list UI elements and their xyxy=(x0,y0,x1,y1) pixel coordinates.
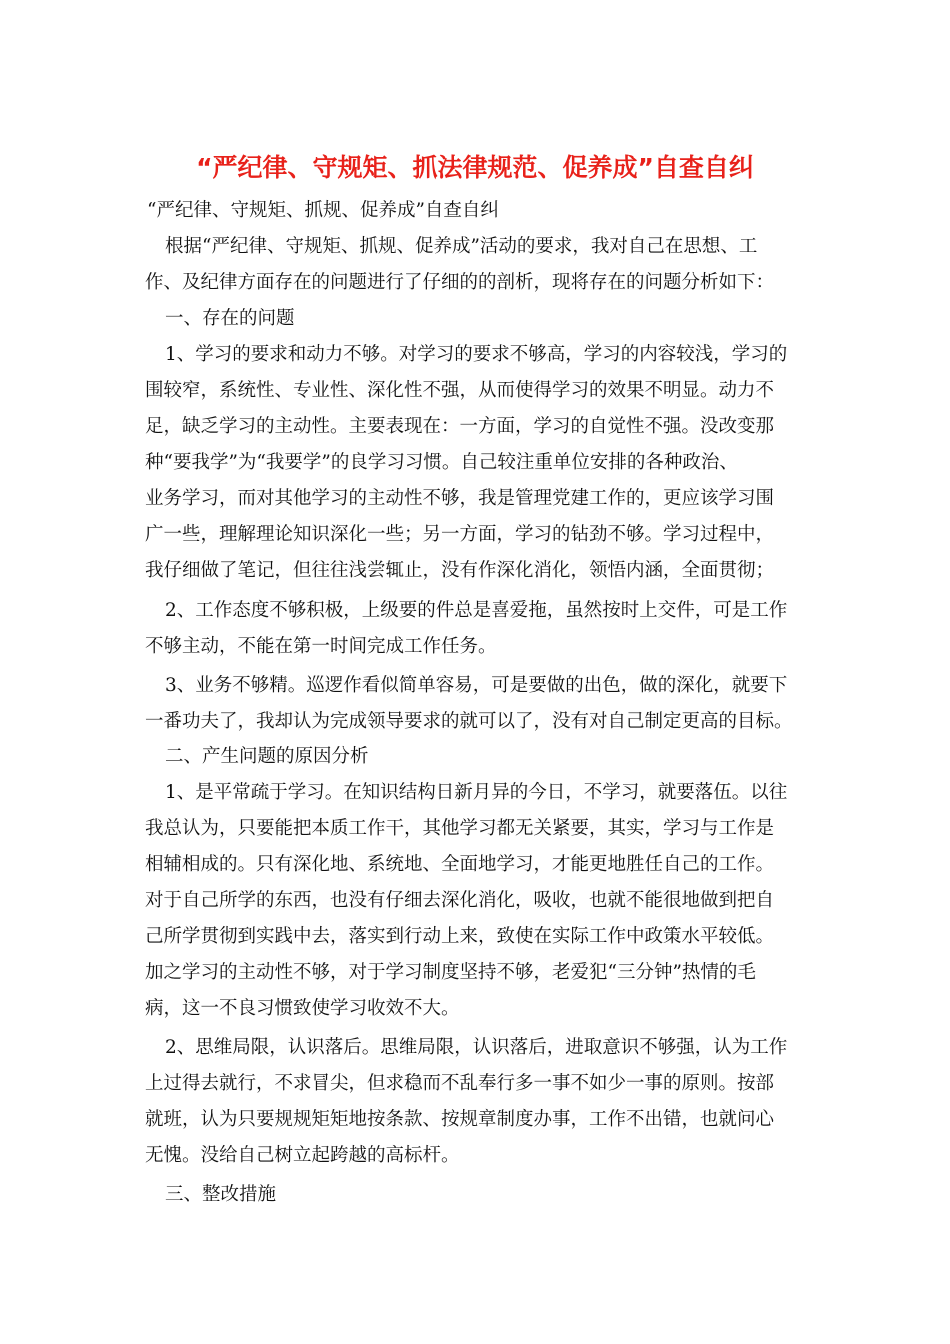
paragraph-line: 足，缺乏学习的主动性。主要表现在：一方面，学习的自觉性不强。没改变那 xyxy=(145,416,775,437)
paragraph-line: 种“要我学”为“我要学”的良学习习惯。自己较注重单位安排的各种政治、 xyxy=(145,452,738,473)
paragraph-line: 业务学习，而对其他学习的主动性不够，我是管理党建工作的，更应该学习围 xyxy=(145,488,775,509)
section-heading-causes: 二、产生问题的原因分析 xyxy=(165,746,369,767)
paragraph-line: 加之学习的主动性不够，对于学习制度坚持不够，老爱犯“三分钟”热情的毛 xyxy=(145,962,756,983)
paragraph-line: 广一些，理解理论知识深化一些；另一方面，学习的钻劲不够。学习过程中， xyxy=(145,524,775,545)
paragraph-line: 一番功夫了，我却认为完成领导要求的就可以了，没有对自己制定更高的目标。 xyxy=(145,711,793,732)
paragraph-line: 我总认为，只要能把本质工作干，其他学习都无关紧要，其实，学习与工作是 xyxy=(145,818,775,839)
subtitle-line: “严纪律、守规矩、抓规、促养成”自查自纠 xyxy=(147,200,499,221)
paragraph-line: 就班，认为只要规规矩矩地按条款、按规章制度办事，工作不出错，也就问心 xyxy=(145,1109,775,1130)
paragraph-line: 1、是平常疏于学习。在知识结构日新月异的今日，不学习，就要落伍。以往 xyxy=(165,782,788,803)
paragraph-line: 1、学习的要求和动力不够。对学习的要求不够高，学习的内容较浅，学习的 xyxy=(165,344,788,365)
section-heading-problems: 一、存在的问题 xyxy=(165,308,295,329)
paragraph-line: 3、业务不够精。巡逻作看似简单容易，可是要做的出色，做的深化，就要下 xyxy=(165,675,788,696)
paragraph-line: 2、思维局限，认识落后。思维局限，认识落后，进取意识不够强，认为工作 xyxy=(165,1037,788,1058)
paragraph-line: 己所学贯彻到实践中去，落实到行动上来，致使在实际工作中政策水平较低。 xyxy=(145,926,775,947)
paragraph-line: 病，这一不良习惯致使学习收效不大。 xyxy=(145,998,460,1019)
paragraph-line: 上过得去就行，不求冒尖，但求稳而不乱奉行多一事不如少一事的原则。按部 xyxy=(145,1073,775,1094)
paragraph-line: 2、工作态度不够积极，上级要的件总是喜爱拖，虽然按时上交件，可是工作 xyxy=(165,600,788,621)
paragraph-line: 作、及纪律方面存在的问题进行了仔细的的剖析，现将存在的问题分析如下： xyxy=(145,272,775,293)
paragraph-line: 无愧。没给自己树立起跨越的高标杆。 xyxy=(145,1145,460,1166)
paragraph-line: 我仔细做了笔记，但往往浅尝辄止，没有作深化消化，领悟内涵，全面贯彻； xyxy=(145,560,775,581)
paragraph-line: 不够主动，不能在第一时间完成工作任务。 xyxy=(145,636,497,657)
document-title: “严纪律、守规矩、抓法律规范、促养成”自查自纠 xyxy=(196,153,754,182)
paragraph-line: 根据“严纪律、守规矩、抓规、促养成”活动的要求，我对自己在思想、工 xyxy=(165,236,758,257)
paragraph-line: 相辅相成的。只有深化地、系统地、全面地学习，才能更地胜任自己的工作。 xyxy=(145,854,775,875)
paragraph-line: 围较窄，系统性、专业性、深化性不强，从而使得学习的效果不明显。动力不 xyxy=(145,380,775,401)
paragraph-line: 对于自己所学的东西，也没有仔细去深化消化，吸收，也就不能很地做到把自 xyxy=(145,890,775,911)
section-heading-measures: 三、整改措施 xyxy=(165,1184,277,1205)
